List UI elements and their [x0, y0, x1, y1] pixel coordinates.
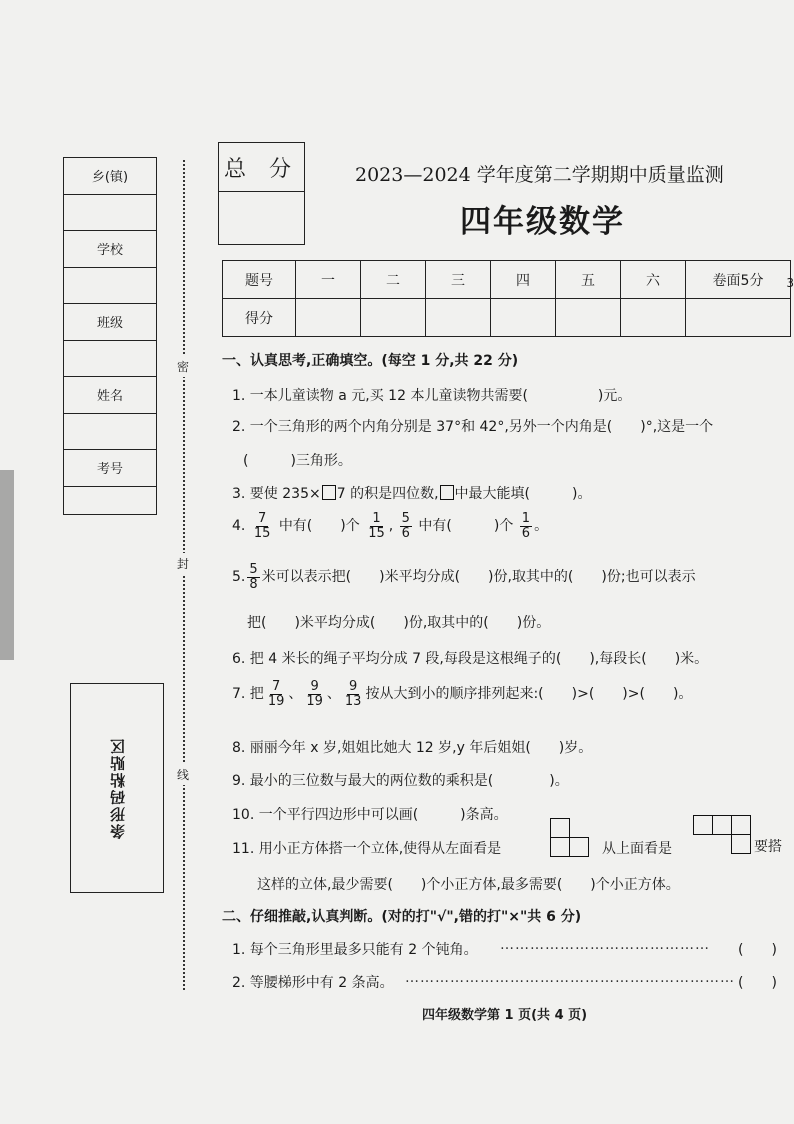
page-footer: 四年级数学第 1 页(共 4 页) [422, 1008, 588, 1023]
question-11-line2: 这样的立体,最少需要( )个小正方体,最多需要( )个小正方体。 [257, 877, 680, 893]
score-cell[interactable] [426, 299, 491, 337]
denominator: 19 [306, 693, 323, 709]
q7-part: 、 [326, 686, 341, 703]
score-row-label: 得分 [223, 299, 296, 337]
judge-question-2: 2. 等腰梯形中有 2 条高。 [232, 975, 394, 991]
question-10: 10. 一个平行四边形中可以画( )条高。 [232, 807, 508, 823]
binding-char-close: 封 [177, 553, 189, 574]
info-id-label: 考号 [64, 450, 156, 487]
q7-part: 按从大到小的顺序排列起来:( )>( )>( )。 [365, 686, 693, 703]
fraction [400, 512, 412, 540]
total-score-label: 总 分 [219, 143, 304, 192]
q7-part: 7. 把 [232, 686, 264, 703]
binding-char-seal: 密 [177, 356, 189, 377]
q4-part: 。 [534, 518, 549, 535]
score-header-cell: 题号 [223, 261, 296, 299]
info-town-field[interactable] [64, 195, 156, 232]
score-table-header-row [223, 261, 791, 299]
question-2-line2: ( )三角形。 [243, 453, 352, 469]
fraction [304, 680, 325, 708]
score-header-cell: 卷面5分 [686, 261, 791, 299]
question-8: 8. 丽丽今年 x 岁,姐姐比她大 12 岁,y 年后姐姐( )岁。 [232, 740, 593, 756]
exam-subtitle: 2023—2024 学年度第二学期期中质量监测 [355, 164, 724, 186]
numerator: 5 [401, 511, 410, 526]
blank-square-icon [440, 485, 454, 500]
binding-char-line: 线 [177, 764, 189, 785]
denominator: 15 [368, 525, 385, 541]
question-11-text-a: 11. 用小正方体搭一个立体,使得从左面看是 [232, 841, 502, 857]
total-score-field[interactable] [219, 192, 304, 242]
denominator: 8 [249, 576, 258, 592]
section-1-title: 一、认真思考,正确填空。(每空 1 分,共 22 分) [222, 353, 519, 369]
judge-question-1: 1. 每个三角形里最多只能有 2 个钝角。 [232, 942, 478, 958]
score-cell[interactable] [491, 299, 556, 337]
numerator: 7 [257, 511, 267, 526]
denominator: 13 [344, 693, 362, 709]
q4-part: 4. [232, 518, 246, 535]
question-9: 9. 最小的三位数与最大的两位数的乘积是( )。 [232, 773, 569, 789]
question-2-line1: 2. 一个三角形的两个内角分别是 37°和 42°,另外一个内角是( )°,这是一个 [232, 419, 714, 435]
denominator: 6 [401, 525, 410, 541]
question-5-line1 [232, 563, 696, 591]
q4-part: , [388, 518, 394, 535]
numerator: 1 [372, 511, 381, 526]
score-cell[interactable] [686, 299, 791, 337]
barcode-area [70, 683, 164, 893]
dotted-leader: ………………………………………………………… [405, 970, 735, 986]
edge-mark: 3 [786, 276, 794, 290]
fraction [520, 512, 532, 540]
score-cell[interactable] [296, 299, 361, 337]
fraction [266, 680, 287, 708]
question-7 [232, 680, 692, 708]
q4-part: 中有( )个 [278, 518, 360, 535]
answer-blank[interactable]: ( ) [738, 942, 777, 958]
question-5-line2: 把( )米平均分成( )份,取其中的( )份。 [247, 615, 551, 631]
score-header-cell: 四 [491, 261, 556, 299]
fraction [366, 512, 387, 540]
score-header-cell: 五 [556, 261, 621, 299]
numerator: 5 [249, 562, 258, 577]
info-town-label: 乡(镇) [64, 158, 156, 195]
score-header-cell: 二 [361, 261, 426, 299]
numerator: 1 [521, 511, 531, 526]
score-cell[interactable] [621, 299, 686, 337]
left-view-figure [550, 818, 590, 858]
fraction [343, 680, 364, 708]
q5-part: 米可以表示把( )米平均分成( )份,取其中的( )份;也可以表示 [261, 569, 696, 586]
question-1: 1. 一本儿童读物 a 元,买 12 本儿童读物共需要( )元。 [232, 388, 632, 404]
total-score-box [218, 142, 305, 245]
info-class-label: 班级 [64, 304, 156, 341]
q7-part: 、 [288, 686, 303, 703]
numerator: 9 [310, 679, 319, 694]
section-2-title: 二、仔细推敲,认真判断。(对的打"√",错的打"×"共 6 分) [222, 909, 582, 925]
info-class-field[interactable] [64, 341, 156, 378]
q4-part: 中有( )个 [418, 518, 514, 535]
score-table [222, 260, 791, 337]
blank-square-icon [322, 485, 336, 500]
fraction [252, 512, 273, 540]
dotted-leader: …………………………………… [500, 937, 710, 953]
question-11-text-b: 从上面看是 [602, 841, 672, 857]
denominator: 6 [521, 525, 531, 541]
question-3 [232, 483, 591, 503]
student-info-box [63, 157, 157, 515]
q5-part: 5. [232, 569, 246, 586]
exam-title: 四年级数学 [460, 204, 625, 240]
score-table-score-row [223, 299, 791, 337]
numerator: 9 [349, 679, 358, 694]
info-name-label: 姓名 [64, 377, 156, 414]
binding-dotted-line [183, 160, 185, 990]
score-header-cell: 一 [296, 261, 361, 299]
info-school-label: 学校 [64, 231, 156, 268]
barcode-label: 条形码粘贴区 [108, 737, 127, 839]
scan-shadow [0, 470, 14, 660]
question-4 [232, 512, 548, 540]
info-name-field[interactable] [64, 414, 156, 451]
score-cell[interactable] [361, 299, 426, 337]
question-3-text-b: 7 的积是四位数, [336, 486, 439, 502]
denominator: 19 [267, 693, 285, 709]
info-id-field[interactable] [64, 487, 156, 523]
score-header-cell: 六 [621, 261, 686, 299]
score-header-cell: 三 [426, 261, 491, 299]
question-6: 6. 把 4 米长的绳子平均分成 7 段,每段是这根绳子的( ),每段长( )米。 [232, 651, 709, 667]
denominator: 15 [253, 525, 271, 541]
top-view-figure [693, 815, 751, 857]
fraction [247, 563, 259, 591]
question-3-text-a: 3. 要使 235× [232, 486, 321, 502]
answer-blank[interactable]: ( ) [738, 975, 777, 991]
score-cell[interactable] [556, 299, 621, 337]
question-3-text-c: 中最大能填( )。 [454, 486, 592, 502]
info-school-field[interactable] [64, 268, 156, 305]
question-11-text-c: 要搭 [754, 839, 782, 855]
numerator: 7 [271, 679, 281, 694]
